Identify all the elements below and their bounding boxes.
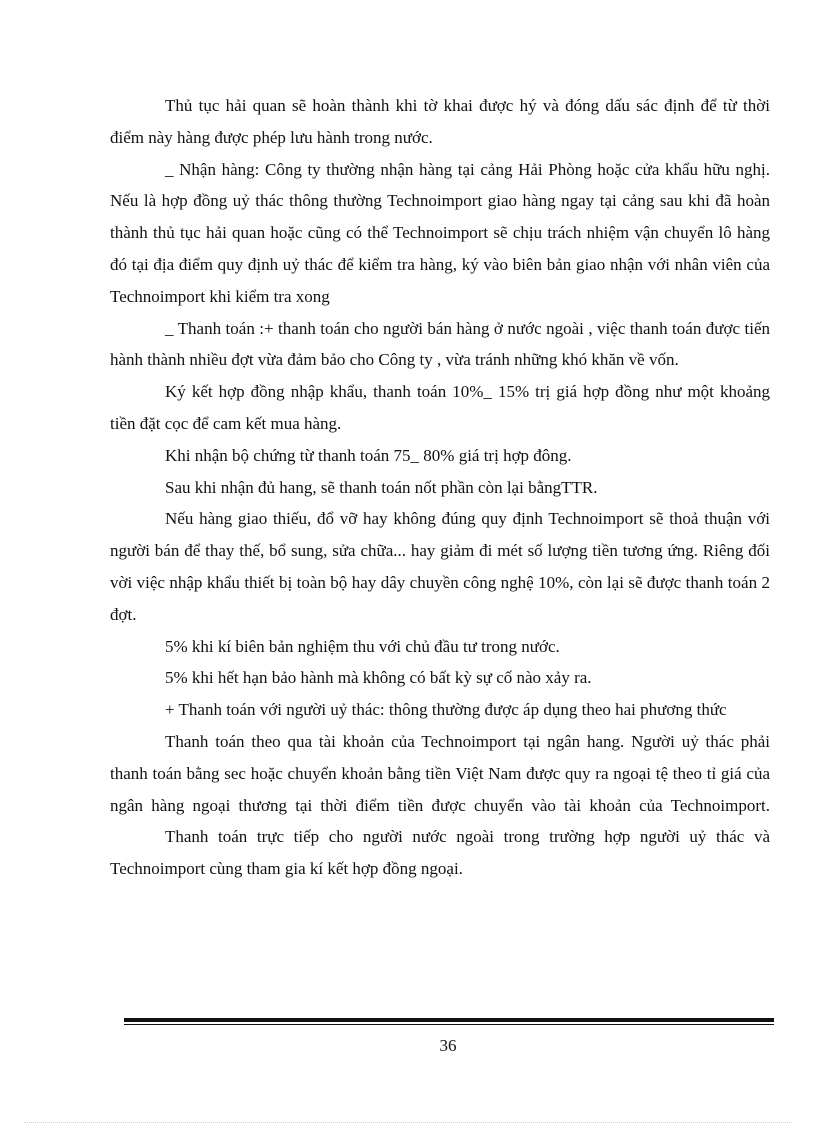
paragraph-acceptance: 5% khi kí biên bản nghiệm thu với chủ đầu tư trong nước.: [165, 636, 560, 656]
paragraph-final-payment: Sau khi nhận đủ hang, sẽ thanh toán nốt phần còn lại bằngTTR.: [165, 477, 598, 497]
paragraph-shortage: Nếu hàng giao thiếu, đổ vỡ hay không đúng quy định Technoimport sẽ thoả thuận với người bán để thay thế, bổ sung, sửa chữa... hay giảm đi mét số lượng tiền tương ứng. Riêng đối vời việc nhập khẩu thiết bị toàn bộ hay dây chuyền công nghệ 10%, còn lại sẽ được thanh toán 2 đợt.: [110, 509, 770, 624]
paragraph-receiving-goods: _ Nhận hàng: Công ty thường nhận hàng tại cảng Hải Phòng hoặc cửa khẩu hữu nghị. Nếu là hợp đồng uỷ thác thông thường Technoimport giao hàng ngay tại cảng sau khi đã hoàn thành thủ tục hải quan hoặc cũng có thể Technoimport sẽ chịu trách nhiệm vận chuyển lô hàng đó tại địa điểm quy định uỷ thác để kiểm tra hàng, ký vào biên bản giao nhận với nhân viên của Technoimport khi kiểm tra xong: [110, 159, 770, 306]
paragraph-payment: _ Thanh toán :+ thanh toán cho người bán hàng ở nước ngoài , việc thanh toán được tiến hành thành nhiều đợt vừa đảm bảo cho Công ty , vừa tránh những khó khăn về vốn.: [110, 318, 770, 370]
paragraph-contract-deposit: Ký kết hợp đồng nhập khẩu, thanh toán 10%_ 15% trị giá hợp đồng như một khoảng tiền đặt cọc để cam kết mua hàng.: [110, 382, 770, 433]
paragraph-entrustor-payment: + Thanh toán với người uỷ thác: thông thường được áp dụng theo hai phương thức: [165, 700, 727, 720]
body-text: [110, 90, 770, 885]
paragraph-direct-payment: Thanh toán trực tiếp cho người nước ngoài trong trường hợp người uỷ thác và Technoimport cùng tham gia kí kết hợp đồng ngoại.: [110, 827, 770, 879]
paragraph-warranty: 5% khi hết hạn bảo hành mà không có bất kỳ sự cố nào xảy ra.: [165, 668, 592, 688]
footer-divider: [124, 1018, 774, 1025]
paragraph-documents-payment: Khi nhận bộ chứng từ thanh toán 75_ 80% giá trị hợp đông.: [165, 445, 572, 465]
page-number: 36: [439, 1036, 457, 1055]
paragraph-customs: Thủ tục hải quan sẽ hoàn thành khi tờ khai được hý và đóng dấu sác định để từ thời điểm này hàng được phép lưu hành trong nước.: [110, 96, 770, 147]
paragraph-account-payment: Thanh toán theo qua tài khoản của Technoimport tại ngân hang. Người uỷ thác phải thanh toán bằng sec hoặc chuyển khoản bằng tiền Việt Nam được quy ra ngoại tệ theo tỉ giá của ngân hàng ngoại thương tại thời điểm tiền được chuyển vào tài khoản của Technoimport.: [110, 731, 770, 815]
